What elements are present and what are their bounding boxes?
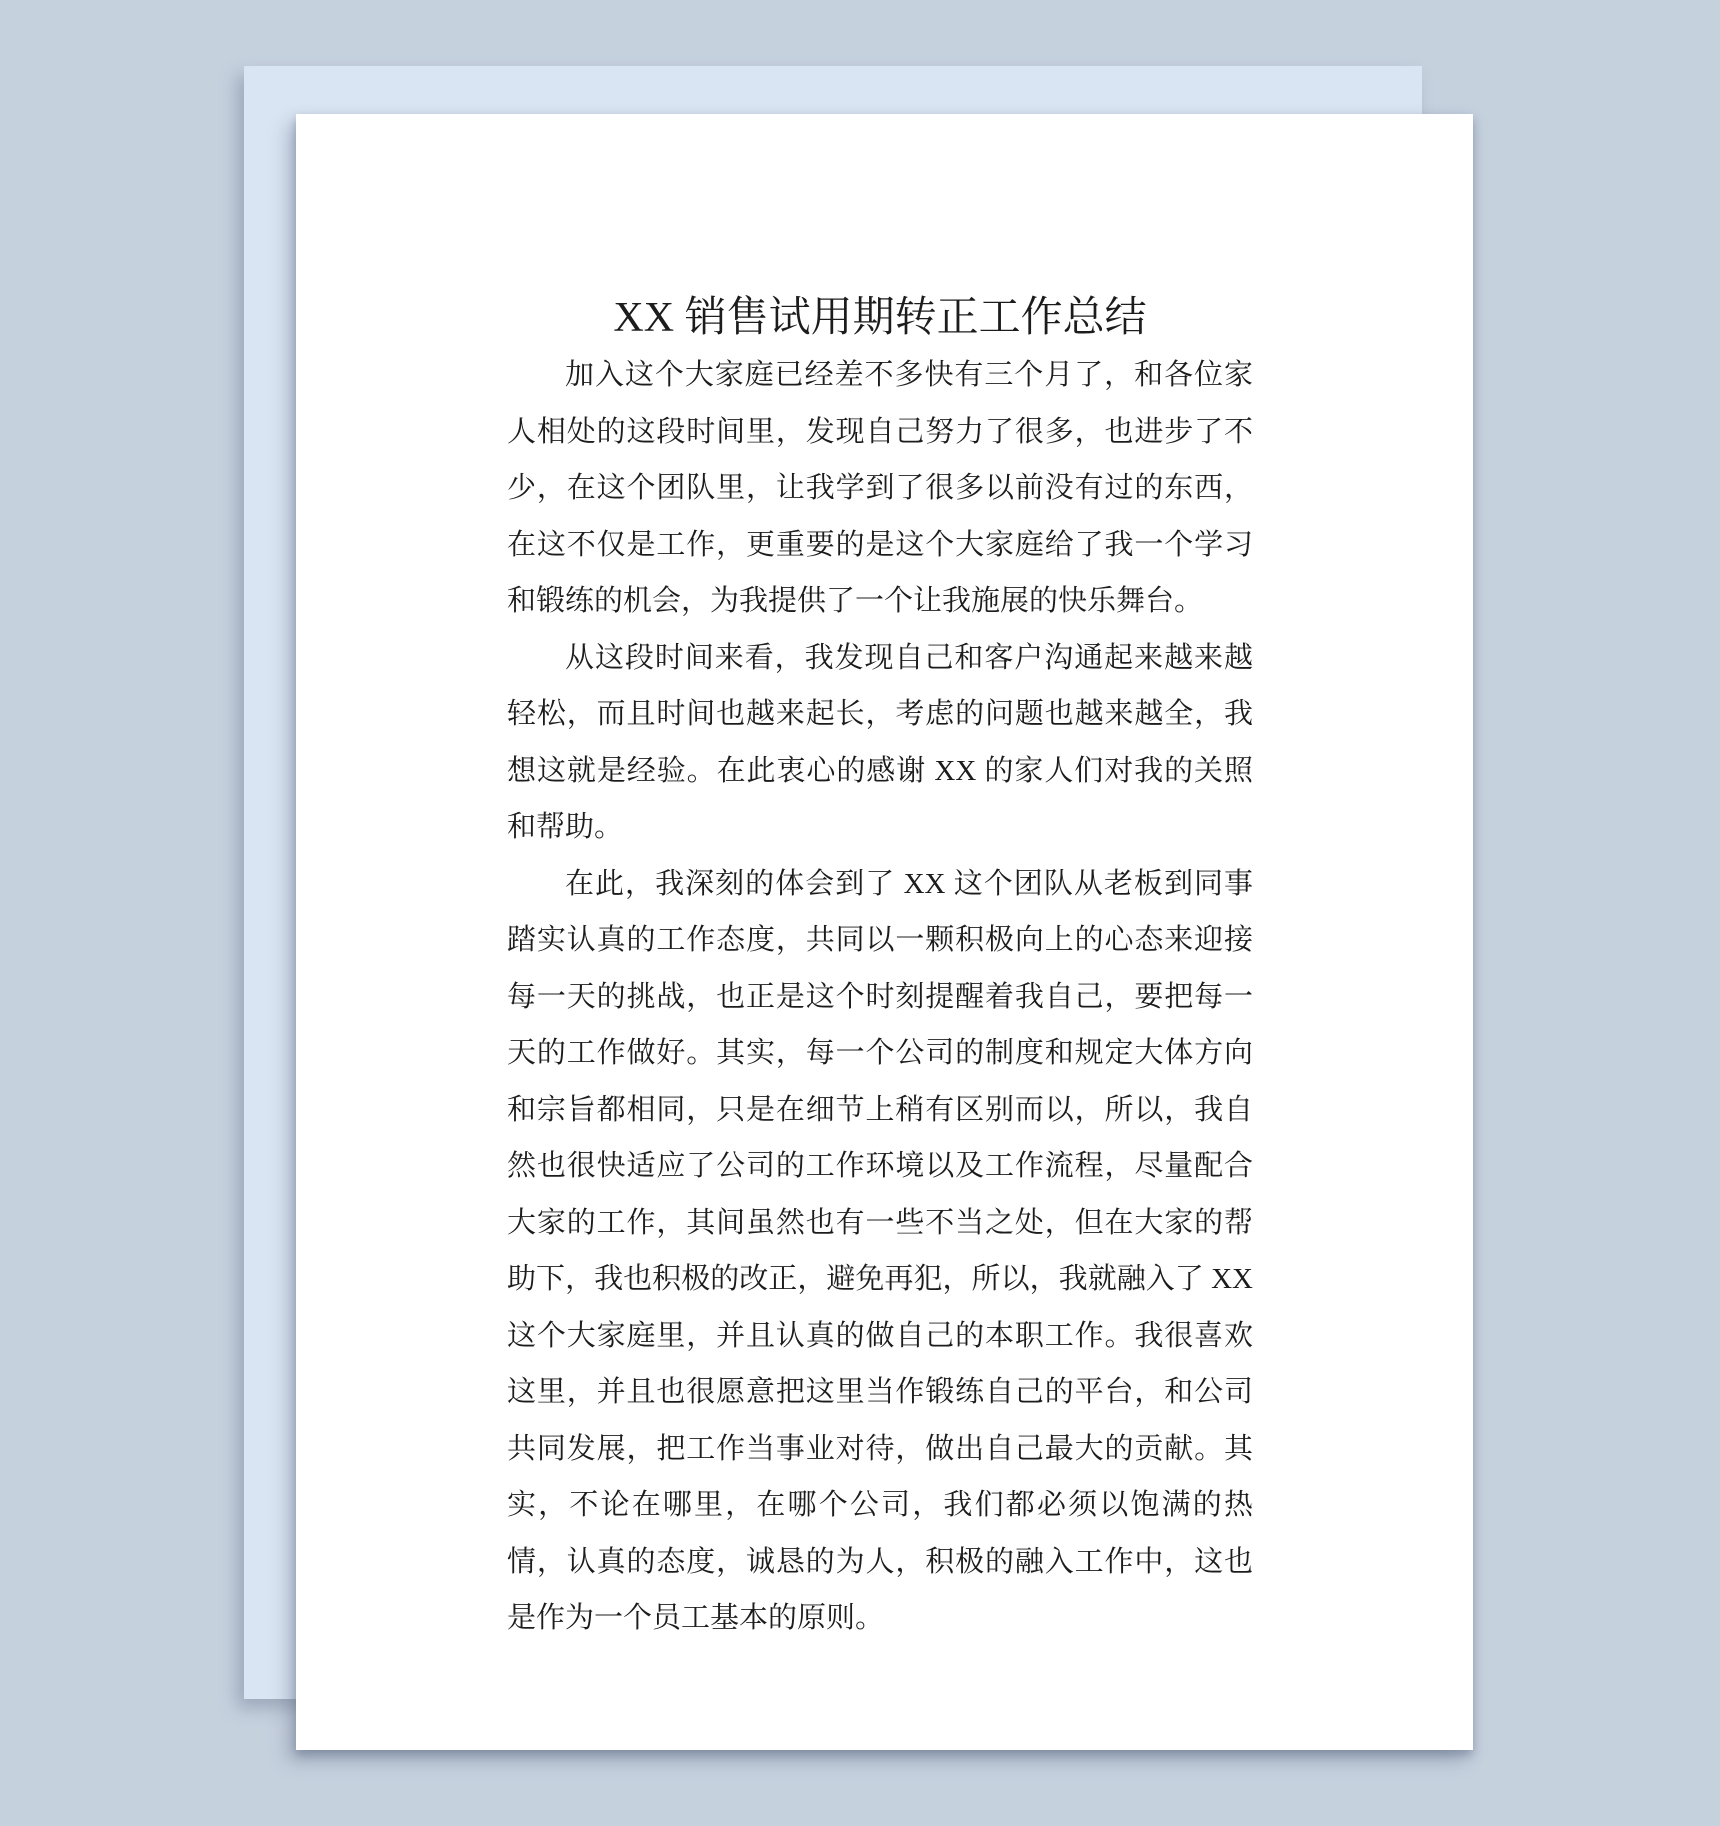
document-title: XX 销售试用期转正工作总结 [613, 295, 1147, 341]
document-page [296, 114, 1473, 1750]
body-paragraph: 加入这个大家庭已经差不多快有三个月了，和各位家人相处的这段时间里，发现自己努力了很多，也进步了不少，在这个团队里，让我学到了很多以前没有过的东西，在这不仅是工作，更重要的是这个大家庭给了我一个学习和锻练的机会，为我提供了一个让我施展的快乐舞台。 [507, 359, 1253, 617]
body-paragraph: 从这段时间来看，我发现自己和客户沟通起来越来越轻松，而且时间也越来起长，考虑的问题也越来越全，我想这就是经验。在此衷心的感谢 XX 的家人们对我的关照和帮助。 [507, 641, 1253, 843]
body-paragraph: 在此，我深刻的体会到了 XX 这个团队从老板到同事踏实认真的工作态度，共同以一颗积极向上的心态来迎接每一天的挑战，也正是这个时刻提醒着我自己，要把每一天的工作做好。其实，每一个公司的制度和规定大体方向和宗旨都相同，只是在细节上稍有区别而以，所以，我自然也很快适应了公司的工作环境以及工作流程，尽量配合大家的工作，其间虽然也有一些不当之处，但在大家的帮助下，我也积极的改正，避免再犯，所以，我就融入了 XX 这个大家庭里，并且认真的做自己的本职工作。我很喜欢这里，并且也很愿意把这里当作锻练自己的平台，和公司共同发展，把工作当事业对待，做出自己最大的贡献。其实，不论在哪里，在哪个公司，我们都必须以饱满的热情，认真的态度，诚恳的为人，积极的融入工作中，这也是作为一个员工基本的原则。 [507, 867, 1253, 1634]
document-body [507, 347, 1253, 1647]
